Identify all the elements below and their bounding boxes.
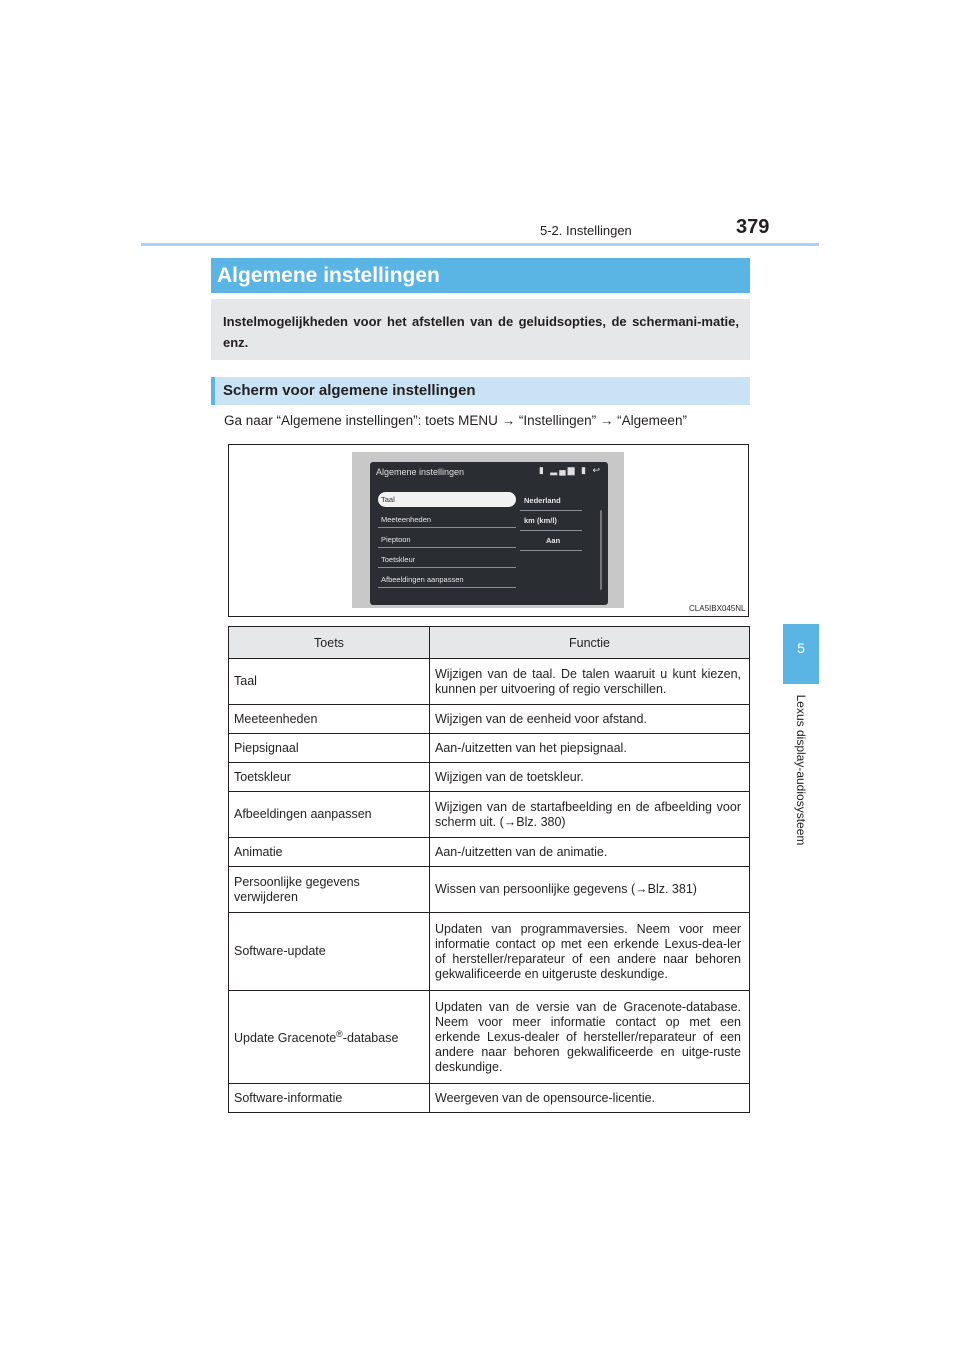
header-rule <box>141 243 819 246</box>
settings-screen <box>370 462 608 605</box>
table-cell-function: Wijzigen van de toetskleur. <box>430 763 750 792</box>
table-row <box>229 705 750 734</box>
screenshot-figure <box>228 444 749 617</box>
table-cell-function: Wijzigen van de taal. De talen waaruit u kunt kiezen, kunnen per uitvoering of regio verschillen. <box>430 659 750 705</box>
table-cell-function: Aan-/uitzetten van het piepsignaal. <box>430 734 750 763</box>
section-header: 5-2. Instellingen <box>540 223 632 238</box>
table-row <box>229 734 750 763</box>
table-cell-function: Weergeven van de opensource-licentie. <box>430 1084 750 1113</box>
page-title: Algemene instellingen <box>217 264 440 287</box>
table-cell-key: Software-update <box>229 913 430 991</box>
screen-separator <box>520 550 582 551</box>
table-cell-key: Taal <box>229 659 430 705</box>
chapter-number: 5 <box>797 640 805 656</box>
table-row <box>229 792 750 838</box>
navigation-instruction: Ga naar “Algemene instellingen”: toets MENU → “Instellingen” → “Algemeen” <box>224 413 687 428</box>
table-cell-key: Animatie <box>229 838 430 867</box>
table-cell-key: Software-informatie <box>229 1084 430 1113</box>
table-header-row <box>229 627 750 659</box>
table-cell-function: Aan-/uitzetten van de animatie. <box>430 838 750 867</box>
gracenote-key: Update Gracenote <box>234 1031 337 1046</box>
table-row <box>229 913 750 991</box>
screen-row-units[interactable]: Meeteenheden <box>378 512 516 528</box>
table-cell-function: Wijzigen van de eenheid voor afstand. <box>430 705 750 734</box>
chapter-tab <box>783 624 819 684</box>
table-row <box>229 763 750 792</box>
screen-row-key-color[interactable]: Toetskleur <box>378 552 516 568</box>
chapter-title: Lexus display-audiosysteem <box>794 694 808 846</box>
table-header-function: Functie <box>430 627 750 659</box>
table-header-key: Toets <box>229 627 430 659</box>
screen-value-units: km (km/l) <box>524 516 557 525</box>
intro-box <box>211 299 750 360</box>
table-cell-key: Persoonlijke gegevens verwijderen <box>229 867 430 913</box>
title-bar <box>211 258 750 293</box>
screen-separator <box>520 510 582 511</box>
intro-text: Instelmogelijkheden voor het afstellen van de geluidsopties, de schermani-matie, enz. <box>223 314 739 350</box>
table-cell-key <box>229 991 430 1084</box>
table-cell-key: Piepsignaal <box>229 734 430 763</box>
table-row <box>229 838 750 867</box>
table-cell-key: Toetskleur <box>229 763 430 792</box>
screen-separator <box>520 530 582 531</box>
image-code: CLA5IBX045NL <box>689 604 746 613</box>
status-icons: ▮ ▂▄▆ ▮ ↩ <box>538 465 602 475</box>
table-row <box>229 659 750 705</box>
table-row <box>229 867 750 913</box>
screen-row-beep[interactable]: Pieptoon <box>378 532 516 548</box>
table-cell-function: Updaten van programmaversies. Neem voor meer informatie contact op met een erkende Lexus-dea-ler of hersteller/reparateur of een andere naar behoren gekwalificeerde en uitgeruste deskundige. <box>430 913 750 991</box>
table-row <box>229 1084 750 1113</box>
subheading: Scherm voor algemene instellingen <box>223 382 476 399</box>
table-cell-function: Wijzigen van de startafbeelding en de afbeelding voor scherm uit. (→Blz. 380) <box>430 792 750 838</box>
table-row <box>229 991 750 1084</box>
table-cell-function: Wissen van persoonlijke gegevens (→Blz. 381) <box>430 867 750 913</box>
page-number: 379 <box>736 216 770 238</box>
subheading-bar <box>211 377 750 405</box>
screen-value-language: Nederland <box>524 496 561 505</box>
table-cell-function: Updaten van de versie van de Gracenote-database. Neem voor meer informatie contact op met een erkende Lexus-dealer of hersteller/reparateur of een andere naar behoren gekwalificeerde en uitge-ruste deskundige. <box>430 991 750 1084</box>
table-cell-key: Afbeeldingen aanpassen <box>229 792 430 838</box>
screen-value-beep: Aan <box>546 536 561 545</box>
table-cell-key: Meeteenheden <box>229 705 430 734</box>
screen-title: Algemene instellingen <box>376 467 465 477</box>
screen-row-images[interactable]: Afbeeldingen aanpassen <box>378 572 516 588</box>
gracenote-key-suffix: -database <box>342 1031 399 1046</box>
screen-scrollbar[interactable] <box>600 510 602 590</box>
screen-row-language[interactable]: Taal <box>378 492 516 507</box>
function-table <box>228 626 750 1113</box>
registered-mark: ® <box>336 1029 343 1040</box>
